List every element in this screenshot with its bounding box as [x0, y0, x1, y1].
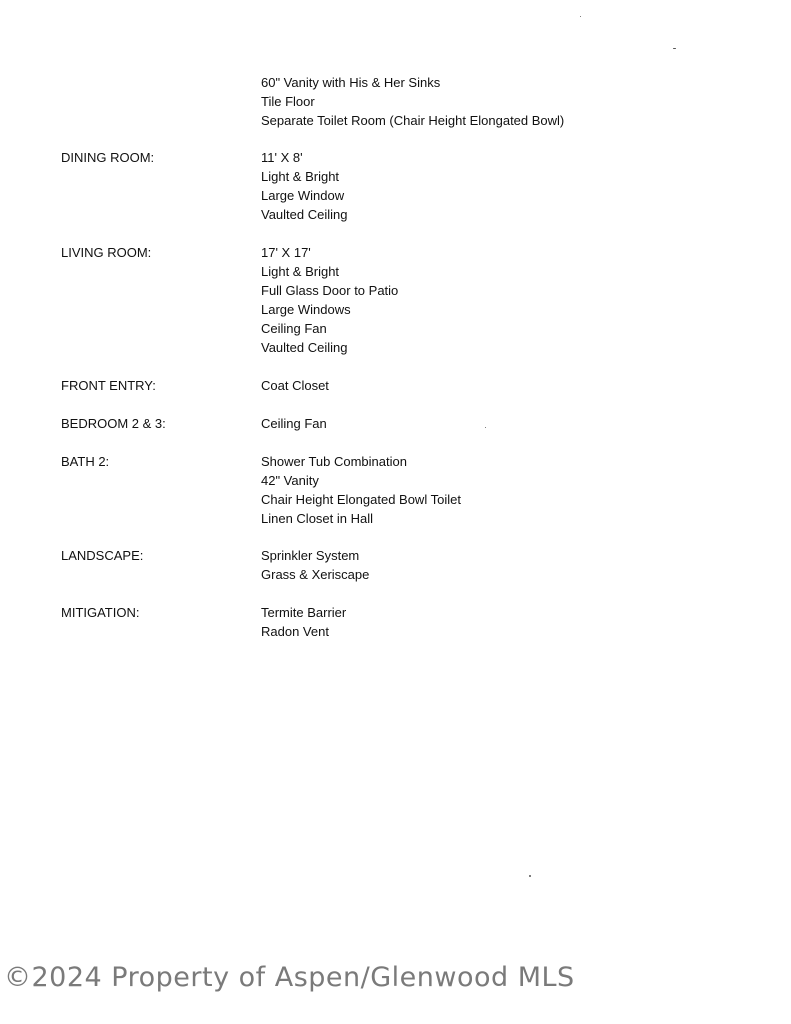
scan-speck: [485, 427, 486, 428]
section-items: [261, 414, 761, 433]
section-items: [261, 452, 761, 528]
list-item: Vaulted Ceiling: [261, 340, 348, 355]
list-item: Full Glass Door to Patio: [261, 283, 399, 298]
section-label: BATH 2:: [61, 454, 110, 469]
list-item: Ceiling Fan: [261, 321, 327, 336]
section-label: MITIGATION:: [61, 605, 140, 620]
list-item: Radon Vent: [261, 624, 329, 639]
list-item: Chair Height Elongated Bowl Toilet: [261, 492, 461, 507]
section-items: [261, 546, 761, 584]
list-item: 42" Vanity: [261, 473, 319, 488]
list-item: Linen Closet in Hall: [261, 511, 374, 526]
list-item: Shower Tub Combination: [261, 454, 407, 469]
list-item: Ceiling Fan: [261, 416, 327, 431]
section-items: [261, 148, 761, 224]
list-item: Coat Closet: [261, 378, 329, 393]
section-label: FRONT ENTRY:: [61, 378, 156, 393]
list-item: 17' X 17': [261, 245, 311, 260]
master-bath-continued-items: [261, 73, 761, 130]
list-item: 11' X 8': [261, 150, 303, 165]
section-label: DINING ROOM:: [61, 150, 155, 165]
list-item: Tile Floor: [261, 94, 315, 109]
list-item: Vaulted Ceiling: [261, 207, 348, 222]
list-item: Sprinkler System: [261, 548, 360, 563]
section-label: LIVING ROOM:: [61, 245, 152, 260]
scan-speck: [580, 16, 581, 17]
section-items: [261, 603, 761, 641]
copyright-watermark: ©2024 Property of Aspen/Glenwood MLS: [4, 962, 575, 993]
list-item: Large Window: [261, 188, 345, 203]
list-item: Termite Barrier: [261, 605, 347, 620]
section-items: [261, 243, 761, 357]
list-item: Light & Bright: [261, 169, 340, 184]
list-item: 60" Vanity with His & Her Sinks: [261, 75, 441, 90]
list-item: Grass & Xeriscape: [261, 567, 370, 582]
section-label: LANDSCAPE:: [61, 548, 144, 563]
list-item: Light & Bright: [261, 264, 340, 279]
list-item: Separate Toilet Room (Chair Height Elongated Bowl): [261, 113, 565, 128]
scan-speck: [529, 875, 531, 877]
list-item: Large Windows: [261, 302, 351, 317]
section-label: BEDROOM 2 & 3:: [61, 416, 166, 431]
scan-speck: [673, 48, 676, 49]
section-items: [261, 376, 761, 395]
